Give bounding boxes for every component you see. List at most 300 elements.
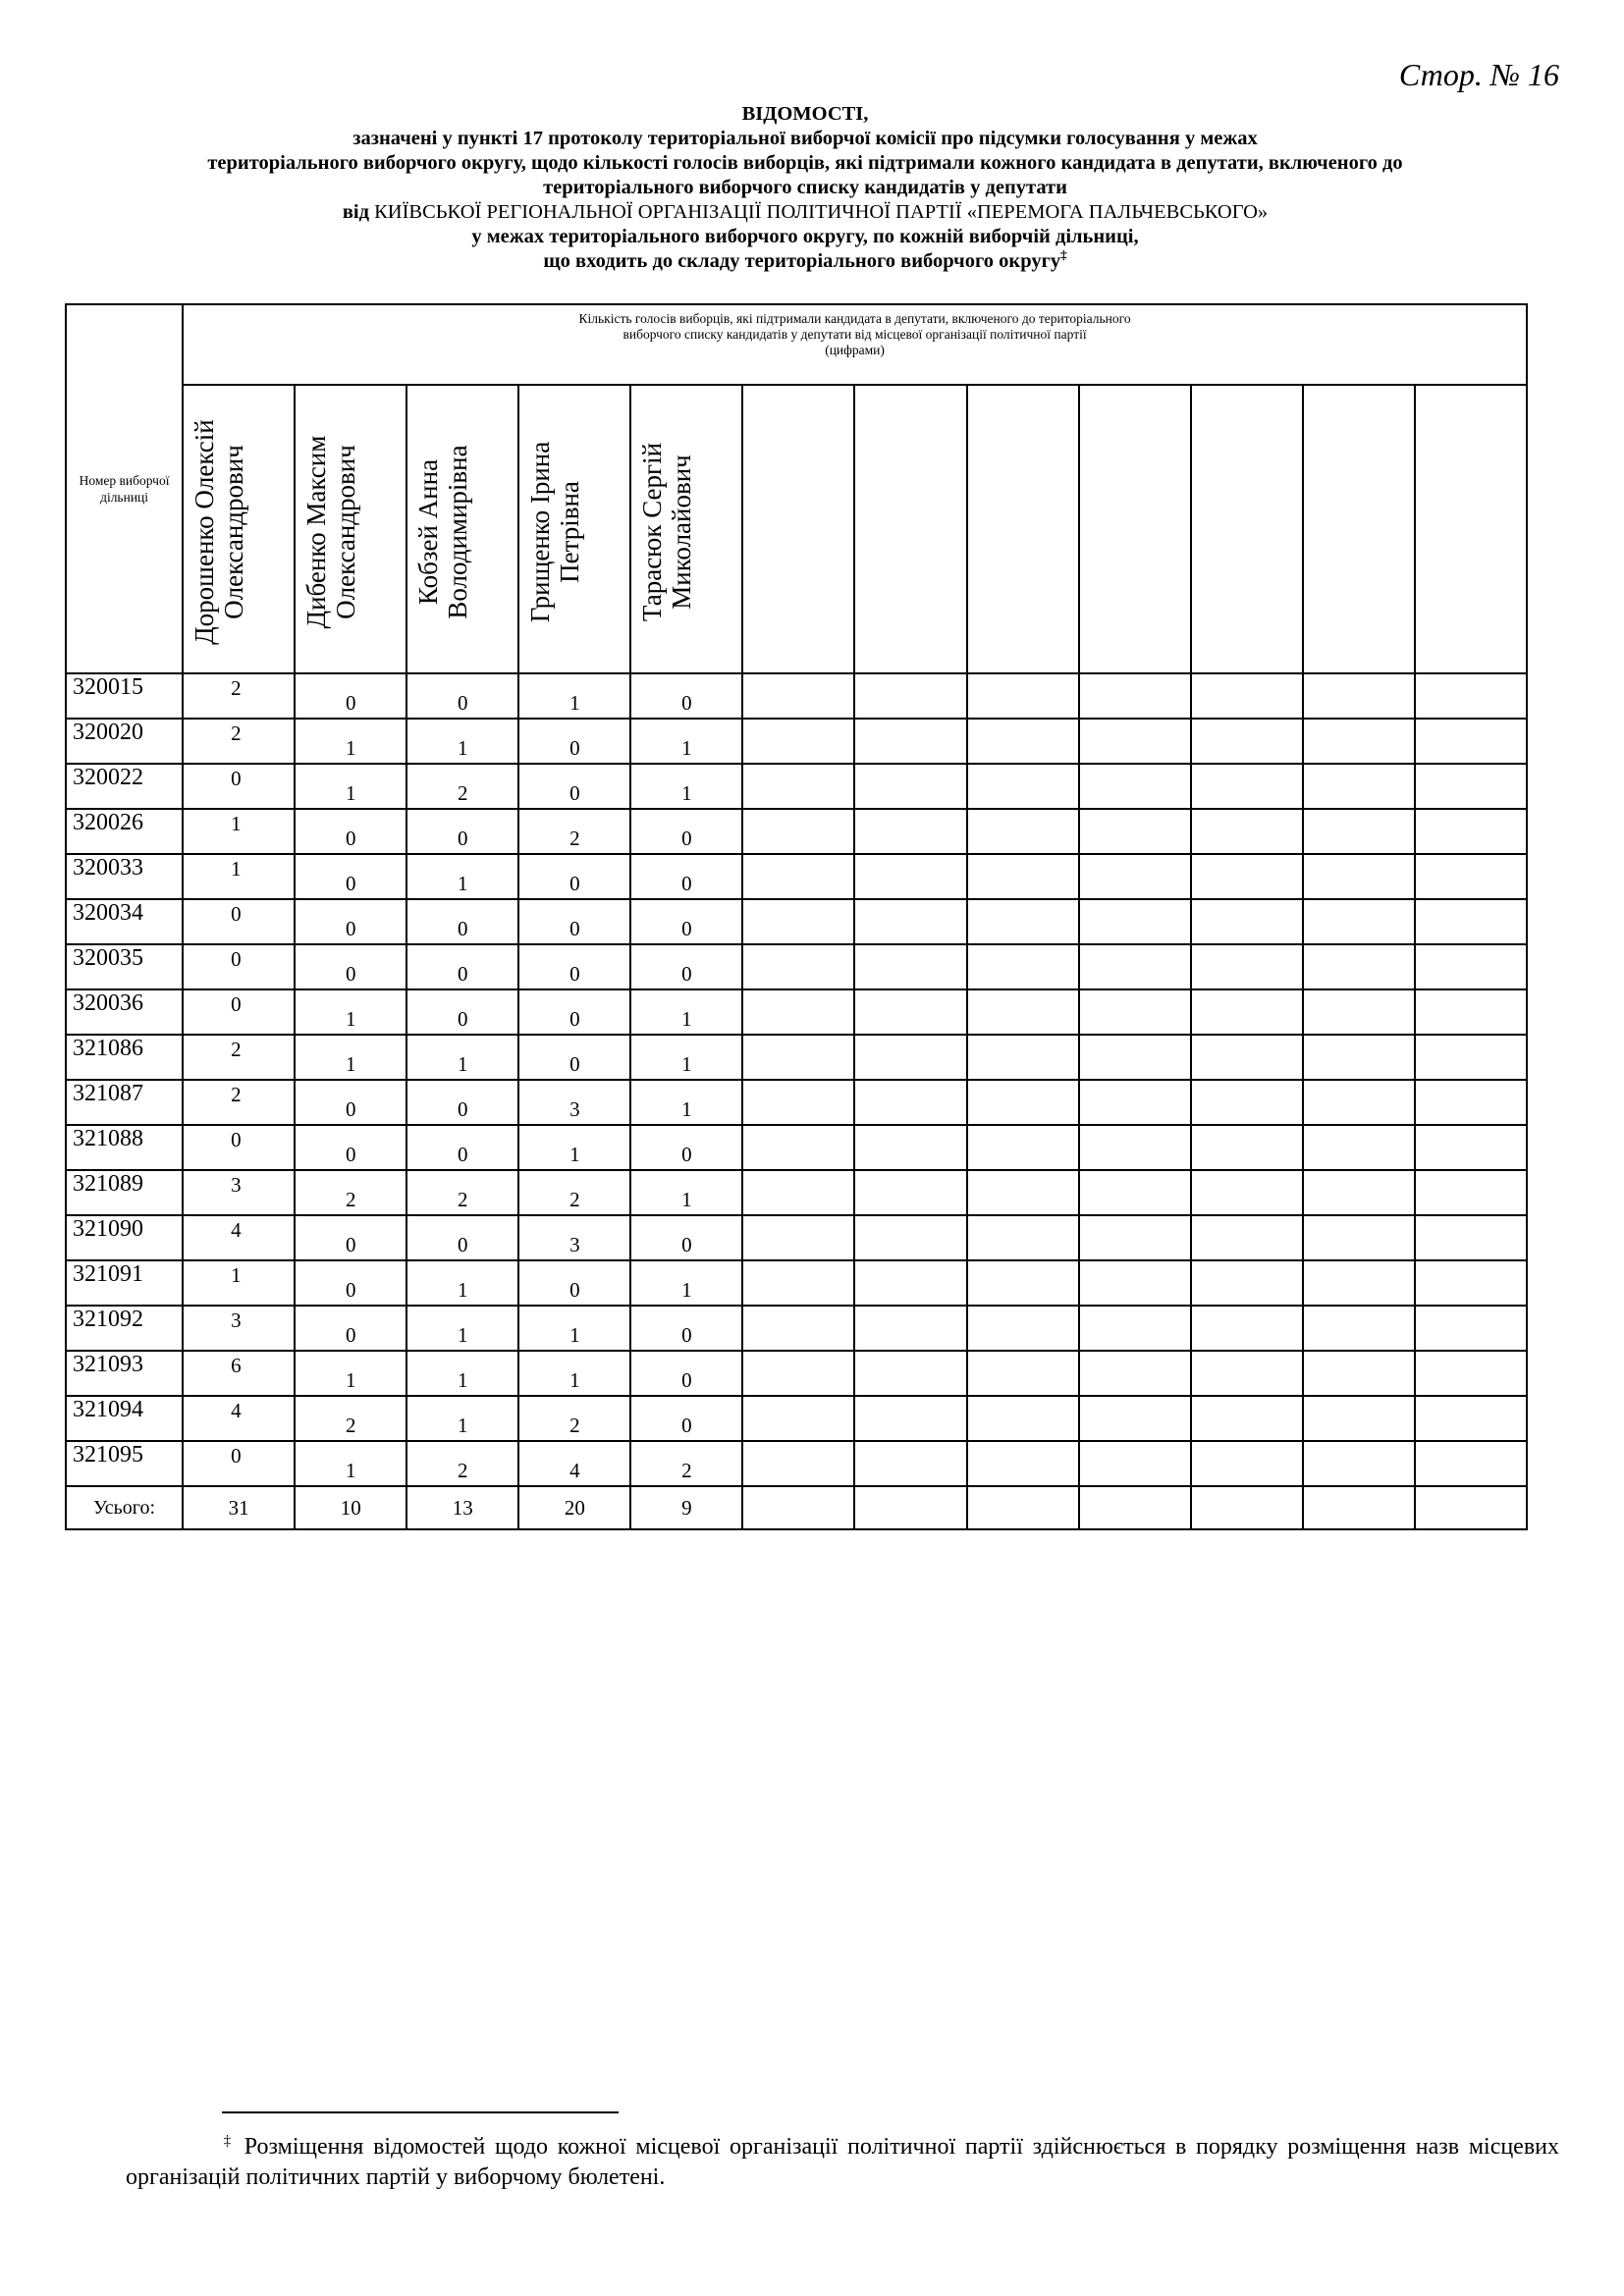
- empty-cell: [967, 809, 1079, 854]
- vote-cell: 0: [295, 944, 406, 989]
- vote-cell: 1: [630, 1080, 742, 1125]
- table-row: [66, 1170, 1527, 1215]
- station-number-header: Номер виборчої дільниці: [66, 304, 183, 673]
- vote-cell: 0: [295, 809, 406, 854]
- empty-cell: [742, 1396, 854, 1441]
- station-number-cell: 321088: [66, 1125, 183, 1170]
- empty-cell: [854, 1170, 966, 1215]
- empty-cell: [1415, 1215, 1527, 1260]
- vote-cell: 4: [518, 1441, 630, 1486]
- empty-cell: [1303, 719, 1415, 764]
- station-number-cell: 321091: [66, 1260, 183, 1306]
- empty-cell: [1191, 1441, 1303, 1486]
- empty-cell: [1415, 1260, 1527, 1306]
- vote-cell: 0: [518, 1260, 630, 1306]
- empty-cell: [1303, 989, 1415, 1035]
- table-row: [66, 989, 1527, 1035]
- empty-cell: [742, 989, 854, 1035]
- station-number-cell: 321094: [66, 1396, 183, 1441]
- vote-cell: 0: [295, 1260, 406, 1306]
- empty-cell: [742, 719, 854, 764]
- table-row: [66, 1441, 1527, 1486]
- vote-cell: 1: [295, 1035, 406, 1080]
- empty-cell: [1079, 1080, 1191, 1125]
- votes-header-line-3: (цифрами): [825, 343, 885, 357]
- vote-cell: 0: [406, 1080, 518, 1125]
- empty-cell: [742, 1170, 854, 1215]
- empty-cell: [967, 1080, 1079, 1125]
- station-number-cell: 321086: [66, 1035, 183, 1080]
- vote-cell: 0: [630, 1215, 742, 1260]
- empty-candidate-header: [1191, 385, 1303, 673]
- vote-cell: 1: [406, 1035, 518, 1080]
- empty-candidate-header: [742, 385, 854, 673]
- empty-cell: [967, 1170, 1079, 1215]
- vote-cell: 1: [518, 1351, 630, 1396]
- empty-cell: [1191, 1351, 1303, 1396]
- vote-cell: 2: [406, 1441, 518, 1486]
- empty-cell: [1079, 1260, 1191, 1306]
- heading-line-4: територіального виборчого списку кандидатів у депутати: [543, 177, 1067, 198]
- candidate-header: [183, 385, 295, 673]
- empty-cell: [1303, 1035, 1415, 1080]
- vote-cell: 1: [406, 1260, 518, 1306]
- heading-line-2: зазначені у пункті 17 протоколу територіальної виборчої комісії про підсумки голосування у межах: [352, 128, 1258, 149]
- candidate-name-line-2: Олександрович: [331, 445, 361, 619]
- table-row: [66, 1080, 1527, 1125]
- vote-cell: 1: [630, 719, 742, 764]
- vote-cell: 0: [630, 809, 742, 854]
- vote-cell: 0: [406, 1125, 518, 1170]
- empty-cell: [967, 1306, 1079, 1351]
- vote-cell: 0: [630, 1351, 742, 1396]
- results-table: [65, 303, 1528, 1530]
- document-heading: [118, 102, 1492, 274]
- empty-cell: [1415, 1351, 1527, 1396]
- empty-cell: [854, 944, 966, 989]
- station-number-cell: 320033: [66, 854, 183, 899]
- empty-cell: [967, 1351, 1079, 1396]
- empty-cell: [1303, 764, 1415, 809]
- vote-cell: 0: [295, 1306, 406, 1351]
- table-row: [66, 1125, 1527, 1170]
- vote-cell: 0: [295, 673, 406, 719]
- empty-cell: [854, 1441, 966, 1486]
- empty-cell: [1079, 854, 1191, 899]
- vote-cell: 2: [183, 1035, 295, 1080]
- empty-cell: [1191, 764, 1303, 809]
- vote-cell: 2: [183, 719, 295, 764]
- vote-cell: 0: [295, 1080, 406, 1125]
- empty-cell: [967, 899, 1079, 944]
- vote-cell: 2: [630, 1441, 742, 1486]
- vote-cell: 1: [406, 1351, 518, 1396]
- candidate-header: [518, 385, 630, 673]
- empty-cell: [1079, 944, 1191, 989]
- table-row: [66, 1260, 1527, 1306]
- empty-cell: [1079, 1351, 1191, 1396]
- empty-cell: [854, 1125, 966, 1170]
- footnote: [126, 2132, 1559, 2193]
- empty-cell: [1415, 1125, 1527, 1170]
- empty-cell: [1303, 854, 1415, 899]
- empty-cell: [1191, 1396, 1303, 1441]
- vote-cell: 2: [518, 1170, 630, 1215]
- empty-cell: [1415, 809, 1527, 854]
- candidate-name: [413, 400, 472, 665]
- empty-cell: [1303, 1441, 1415, 1486]
- vote-cell: 3: [183, 1170, 295, 1215]
- empty-cell: [854, 673, 966, 719]
- empty-cell: [1415, 1035, 1527, 1080]
- heading-line-7-text: що входить до складу територіального виборчого округу: [543, 250, 1061, 272]
- empty-cell: [1079, 1396, 1191, 1441]
- candidate-header: [295, 385, 406, 673]
- results-body: [66, 673, 1527, 1529]
- empty-cell: [967, 1215, 1079, 1260]
- table-row: [66, 719, 1527, 764]
- empty-cell: [967, 719, 1079, 764]
- empty-cell: [1079, 1306, 1191, 1351]
- vote-cell: 1: [183, 1260, 295, 1306]
- empty-cell: [1079, 989, 1191, 1035]
- empty-cell: [1191, 1260, 1303, 1306]
- table-row: [66, 764, 1527, 809]
- vote-cell: 1: [518, 1125, 630, 1170]
- empty-cell: [967, 989, 1079, 1035]
- vote-cell: 0: [630, 1396, 742, 1441]
- empty-cell: [1415, 764, 1527, 809]
- empty-cell: [742, 1351, 854, 1396]
- table-row: [66, 809, 1527, 854]
- candidate-name-line-2: Олександрович: [219, 445, 249, 619]
- empty-cell: [854, 764, 966, 809]
- heading-line-3: територіального виборчого округу, щодо кількості голосів виборців, які підтримали кожного кандидата в депутати, включеного до: [207, 152, 1403, 174]
- empty-cell: [1415, 719, 1527, 764]
- empty-cell: [1079, 1035, 1191, 1080]
- empty-cell: [1191, 719, 1303, 764]
- total-cell: 20: [518, 1486, 630, 1529]
- heading-line-5: [118, 200, 1492, 225]
- empty-cell: [1079, 1170, 1191, 1215]
- vote-cell: 3: [183, 1306, 295, 1351]
- empty-cell: [1415, 1396, 1527, 1441]
- vote-cell: 0: [518, 1035, 630, 1080]
- vote-cell: 2: [183, 1080, 295, 1125]
- empty-cell: [742, 1306, 854, 1351]
- vote-cell: 1: [406, 1306, 518, 1351]
- station-number-cell: 320022: [66, 764, 183, 809]
- vote-cell: 0: [295, 1125, 406, 1170]
- empty-cell: [1079, 673, 1191, 719]
- empty-cell: [1415, 854, 1527, 899]
- candidate-name-line-1: Кобзей Анна: [413, 458, 444, 606]
- vote-cell: 3: [518, 1215, 630, 1260]
- empty-cell: [742, 944, 854, 989]
- empty-cell: [1415, 1486, 1527, 1529]
- empty-cell: [854, 854, 966, 899]
- empty-cell: [967, 854, 1079, 899]
- empty-cell: [1191, 1306, 1303, 1351]
- empty-cell: [1079, 809, 1191, 854]
- candidate-name: [301, 400, 360, 665]
- empty-cell: [854, 1215, 966, 1260]
- vote-cell: 0: [183, 1441, 295, 1486]
- empty-cell: [1079, 719, 1191, 764]
- vote-cell: 2: [183, 673, 295, 719]
- vote-cell: 1: [406, 1396, 518, 1441]
- station-number-cell: 321089: [66, 1170, 183, 1215]
- vote-cell: 1: [183, 809, 295, 854]
- vote-cell: 1: [406, 719, 518, 764]
- empty-cell: [1303, 809, 1415, 854]
- empty-cell: [1415, 1080, 1527, 1125]
- empty-cell: [967, 673, 1079, 719]
- vote-cell: 1: [295, 1351, 406, 1396]
- footnote-text: Розміщення відомостей щодо кожної місцевої організації політичної партії здійснюється в порядку розміщення назв місцевих організацій політичних партій у виборчому бюлетені.: [126, 2134, 1560, 2190]
- vote-cell: 0: [295, 899, 406, 944]
- empty-cell: [742, 1441, 854, 1486]
- empty-cell: [742, 1035, 854, 1080]
- station-number-cell: 320036: [66, 989, 183, 1035]
- table-row: [66, 1215, 1527, 1260]
- empty-candidate-header: [1415, 385, 1527, 673]
- empty-cell: [1191, 809, 1303, 854]
- vote-cell: 1: [295, 764, 406, 809]
- candidate-name-line-1: Тарасюк Сергій: [637, 442, 668, 622]
- empty-candidate-header: [967, 385, 1079, 673]
- empty-cell: [1191, 1125, 1303, 1170]
- empty-cell: [854, 1396, 966, 1441]
- empty-cell: [1303, 673, 1415, 719]
- candidate-name-line-1: Грищенко Ірина: [525, 441, 556, 623]
- heading-title: ВІДОМОСТІ,: [741, 103, 869, 125]
- footnote-mark: ‡: [220, 2133, 235, 2149]
- empty-cell: [967, 1396, 1079, 1441]
- vote-cell: 0: [406, 899, 518, 944]
- empty-cell: [742, 1125, 854, 1170]
- empty-cell: [1303, 1170, 1415, 1215]
- empty-cell: [854, 1080, 966, 1125]
- table-row: [66, 1306, 1527, 1351]
- vote-cell: 1: [518, 1306, 630, 1351]
- empty-cell: [1303, 1306, 1415, 1351]
- heading-party-prefix: від: [342, 201, 375, 223]
- vote-cell: 2: [295, 1170, 406, 1215]
- empty-cell: [1415, 1170, 1527, 1215]
- candidate-header: [630, 385, 742, 673]
- vote-cell: 4: [183, 1215, 295, 1260]
- empty-cell: [742, 1260, 854, 1306]
- empty-cell: [1191, 673, 1303, 719]
- vote-cell: 0: [518, 764, 630, 809]
- votes-header-line-1: Кількість голосів виборців, які підтримали кандидата в депутати, включеного до територіального: [578, 311, 1131, 326]
- vote-cell: 0: [518, 944, 630, 989]
- page-number: Стор. № 16: [1398, 57, 1559, 92]
- empty-cell: [1415, 989, 1527, 1035]
- empty-cell: [854, 1260, 966, 1306]
- empty-cell: [854, 1306, 966, 1351]
- vote-cell: 1: [406, 854, 518, 899]
- station-number-cell: 321095: [66, 1441, 183, 1486]
- candidate-name: [525, 400, 584, 665]
- empty-cell: [854, 809, 966, 854]
- empty-cell: [1303, 1125, 1415, 1170]
- empty-cell: [967, 1441, 1079, 1486]
- vote-cell: 0: [630, 1306, 742, 1351]
- vote-cell: 0: [406, 989, 518, 1035]
- candidate-name-line-1: Дорошенко Олексій: [189, 419, 220, 645]
- total-cell: 10: [295, 1486, 406, 1529]
- vote-cell: 0: [183, 989, 295, 1035]
- empty-cell: [742, 673, 854, 719]
- station-number-cell: 320020: [66, 719, 183, 764]
- vote-cell: 0: [630, 899, 742, 944]
- empty-cell: [1191, 1170, 1303, 1215]
- empty-cell: [967, 1125, 1079, 1170]
- empty-cell: [742, 899, 854, 944]
- vote-cell: 3: [518, 1080, 630, 1125]
- empty-cell: [1079, 899, 1191, 944]
- vote-cell: 0: [630, 673, 742, 719]
- vote-cell: 0: [295, 1215, 406, 1260]
- candidate-name-line-2: Володимирівна: [443, 445, 473, 619]
- vote-cell: 2: [518, 1396, 630, 1441]
- empty-cell: [742, 1080, 854, 1125]
- heading-line-7: [118, 249, 1492, 274]
- empty-candidate-header: [854, 385, 966, 673]
- station-number-cell: 320015: [66, 673, 183, 719]
- empty-cell: [1415, 944, 1527, 989]
- empty-cell: [742, 1486, 854, 1529]
- empty-cell: [1191, 1486, 1303, 1529]
- table-row: [66, 944, 1527, 989]
- vote-cell: 0: [406, 673, 518, 719]
- vote-cell: 0: [518, 899, 630, 944]
- total-cell: 9: [630, 1486, 742, 1529]
- empty-cell: [967, 1260, 1079, 1306]
- table-row: [66, 854, 1527, 899]
- votes-header: [183, 304, 1527, 385]
- table-row: [66, 1396, 1527, 1441]
- candidate-name-line-2: Миколайович: [667, 454, 697, 610]
- vote-cell: 0: [630, 1125, 742, 1170]
- vote-cell: 0: [183, 944, 295, 989]
- empty-cell: [1191, 1215, 1303, 1260]
- empty-cell: [854, 1351, 966, 1396]
- station-number-cell: 321087: [66, 1080, 183, 1125]
- candidate-header: [406, 385, 518, 673]
- empty-cell: [967, 1035, 1079, 1080]
- vote-cell: 1: [295, 989, 406, 1035]
- total-label: Усього:: [66, 1486, 183, 1529]
- empty-cell: [1191, 989, 1303, 1035]
- table-row: [66, 899, 1527, 944]
- vote-cell: 0: [295, 854, 406, 899]
- empty-cell: [1079, 1486, 1191, 1529]
- empty-cell: [854, 719, 966, 764]
- vote-cell: 0: [630, 944, 742, 989]
- vote-cell: 4: [183, 1396, 295, 1441]
- vote-cell: 2: [406, 764, 518, 809]
- vote-cell: 0: [183, 764, 295, 809]
- empty-cell: [1415, 1306, 1527, 1351]
- total-cell: 31: [183, 1486, 295, 1529]
- total-cell: 13: [406, 1486, 518, 1529]
- empty-cell: [1303, 1080, 1415, 1125]
- candidate-name: [637, 400, 696, 665]
- vote-cell: 1: [630, 1035, 742, 1080]
- empty-cell: [1303, 899, 1415, 944]
- vote-cell: 2: [406, 1170, 518, 1215]
- candidate-name-line-1: Дибенко Максим: [301, 435, 332, 629]
- table-row: [66, 1351, 1527, 1396]
- empty-cell: [1303, 1351, 1415, 1396]
- empty-cell: [1079, 1441, 1191, 1486]
- vote-cell: 1: [630, 764, 742, 809]
- vote-cell: 2: [295, 1396, 406, 1441]
- vote-cell: 1: [295, 1441, 406, 1486]
- empty-cell: [854, 1035, 966, 1080]
- empty-cell: [1303, 1260, 1415, 1306]
- vote-cell: 0: [406, 809, 518, 854]
- empty-cell: [1303, 1396, 1415, 1441]
- votes-header-line-2: виборчого списку кандидатів у депутати від місцевої організації політичної партії: [623, 327, 1087, 342]
- station-number-cell: 321090: [66, 1215, 183, 1260]
- empty-cell: [1415, 673, 1527, 719]
- vote-cell: 6: [183, 1351, 295, 1396]
- empty-cell: [854, 989, 966, 1035]
- vote-cell: 1: [630, 1170, 742, 1215]
- empty-cell: [854, 899, 966, 944]
- empty-cell: [1191, 899, 1303, 944]
- empty-cell: [1079, 764, 1191, 809]
- station-number-cell: 320034: [66, 899, 183, 944]
- empty-cell: [742, 854, 854, 899]
- table-row: [66, 673, 1527, 719]
- empty-cell: [854, 1486, 966, 1529]
- vote-cell: 1: [630, 989, 742, 1035]
- vote-cell: 1: [630, 1260, 742, 1306]
- vote-cell: 0: [406, 944, 518, 989]
- empty-cell: [1303, 1486, 1415, 1529]
- empty-cell: [742, 764, 854, 809]
- vote-cell: 0: [183, 899, 295, 944]
- empty-cell: [1191, 1035, 1303, 1080]
- vote-cell: 0: [183, 1125, 295, 1170]
- total-row: [66, 1486, 1527, 1529]
- empty-cell: [1079, 1215, 1191, 1260]
- empty-candidate-header: [1079, 385, 1191, 673]
- empty-cell: [967, 944, 1079, 989]
- empty-cell: [1415, 1441, 1527, 1486]
- footnote-separator: [222, 2111, 619, 2113]
- empty-cell: [1191, 944, 1303, 989]
- empty-cell: [1415, 899, 1527, 944]
- candidate-name: [189, 400, 248, 665]
- heading-line-6: у межах територіального виборчого округу, по кожній виборчій дільниці,: [471, 226, 1139, 247]
- empty-cell: [1303, 944, 1415, 989]
- empty-cell: [742, 809, 854, 854]
- empty-cell: [742, 1215, 854, 1260]
- vote-cell: 0: [406, 1215, 518, 1260]
- empty-cell: [1191, 1080, 1303, 1125]
- vote-cell: 0: [630, 854, 742, 899]
- empty-cell: [967, 1486, 1079, 1529]
- vote-cell: 0: [518, 719, 630, 764]
- footnote-reference-mark: ‡: [1060, 247, 1067, 263]
- station-number-cell: 321093: [66, 1351, 183, 1396]
